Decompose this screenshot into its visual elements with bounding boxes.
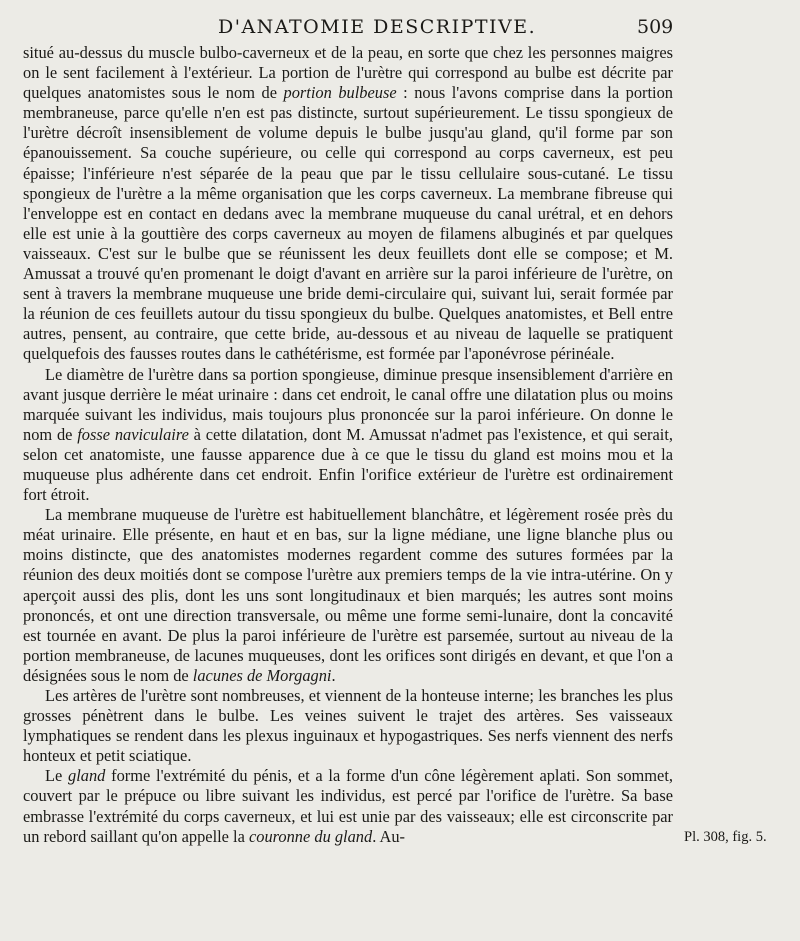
italic-term: portion bulbeuse bbox=[283, 83, 397, 103]
text-run: . bbox=[331, 665, 336, 685]
paragraph bbox=[23, 766, 673, 846]
running-title: D'ANATOMIE DESCRIPTIVE. bbox=[218, 16, 537, 38]
text-run: : nous l'avons comprise dans la portion membraneuse, parce qu'elle n'en est pas distincte, surtout supérieurement. Le tissu spongieux de l'urètre décroît insensiblement de volume depuis le bulbe jusqu'au gland, qu'il forme par son épanouissement. Sa couche supérieure, ou celle qui correspond au corps caverneux, est peu épaisse; l'inférieure n'est séparée de la peau que par le tissu cellulaire sous-cutané. Le tissu spongieux de l'urètre a la même organisation que les corps caverneux. La membrane fibreuse qui l'enveloppe est en contact en dedans avec la membrane muqueuse du canal urétral, et en dehors elle est unie à la gouttière des corps caverneux au moyen de filamens albuginés et par quelques vaisseaux. C'est sur le bulbe que se réunissent les deux feuillets dont elle se compose; et M. Amussat a trouvé qu'en promenant le doigt d'avant en arrière sur la paroi inférieure de l'urètre, on sent à travers la membrane muqueuse une bride demi-circulaire qui, suivant lui, serait formée par la réunion de ces feuillets autour du tissu spongieux du bulbe. Quelques anatomistes, et Bell entre autres, pensent, au contraire, que cette bride, au-dessous et au niveau de laquelle se pratiquent quelquefois des fausses routes dans le cathétérisme, est formée par l'aponévrose périnéale. bbox=[23, 83, 673, 364]
text-run: . Au- bbox=[372, 826, 405, 846]
page-number: 509 bbox=[637, 16, 674, 38]
margin-note: Pl. 308, fig. 5. bbox=[684, 829, 767, 845]
text-run: forme l'extrémité du pénis, et a la forme d'un cône légèrement aplati. Son sommet, couvert par le prépuce ou libre suivant les individus, est percé par l'orifice de l'urètre. Sa base embrasse l'extrémité du corps caverneux, et lui est unie par des vaisseaux; elle est circonscrite par un rebord saillant qu'on appelle la bbox=[23, 766, 673, 846]
text-run: Les artères de l'urètre sont nombreuses, et viennent de la honteuse interne; les branches les plus grosses pénètrent dans le bulbe. Les veines suivent le trajet des artères. Ses vaisseaux lymphatiques se rendent dans les plexus inguinaux et hypogastriques. Ses nerfs viennent des nerfs honteux et petit sciatique. bbox=[23, 686, 673, 766]
running-header bbox=[0, 12, 800, 42]
italic-term: couronne du gland bbox=[248, 826, 373, 846]
italic-term: fosse naviculaire bbox=[77, 424, 189, 444]
paragraph bbox=[23, 365, 673, 506]
text-run: à cette dilatation, dont M. Amussat n'admet pas l'existence, et qui serait, selon cet anatomiste, une fausse apparence due à ce que le tissu du gland est moins mou et la muqueuse plus adhérente dans cet endroit. Enfin l'orifice extérieur de l'urètre est ordinairement fort étroit. bbox=[23, 424, 673, 505]
text-run: La membrane muqueuse de l'urètre est habituellement blanchâtre, et légèrement rosée près du méat urinaire. Elle présente, en haut et en bas, sur la ligne médiane, une ligne blanche plus ou moins distincte, que des anatomistes modernes regardent comme des sutures formées par la réunion des deux moitiés dont se compose l'urètre aux premiers temps de la vie intra-utérine. On y aperçoit aussi des plis, dont les uns sont longitudinaux et bien marqués; les autres sont moins prononcés, et ont une direction transversale, ou même une forme semi-lunaire, dont la concavité est tournée en avant. De plus la paroi inférieure de l'urètre est parsemée, surtout au niveau de la portion membraneuse, de lacunes muqueuses, dont les orifices sont dirigés en devant, et que l'on a désignées sous le nom de bbox=[23, 505, 673, 685]
italic-term: lacunes de Morgagni bbox=[192, 665, 332, 685]
text-run: Le bbox=[45, 766, 69, 786]
paragraph bbox=[23, 686, 673, 766]
body-text bbox=[23, 43, 673, 847]
paragraph bbox=[23, 43, 673, 365]
text-run: Le diamètre de l'urètre dans sa portion spongieuse, diminue presque insensiblement d'arrière en avant jusque derrière le méat urinaire : dans cet endroit, le canal offre une dilatation plus ou moins marquée suivant les individus, mais toujours plus prononcée sur la paroi inférieure. On donne le nom de bbox=[23, 364, 673, 444]
italic-term: gland bbox=[68, 766, 106, 786]
paragraph bbox=[23, 505, 673, 686]
text-run: situé au-dessus du muscle bulbo-caverneux et de la peau, en sorte que chez les personnes maigres on le sent facilement à l'extérieur. La portion de l'urètre qui correspond au bulbe est décrite par quelques anatomistes sous le nom de bbox=[23, 43, 673, 103]
